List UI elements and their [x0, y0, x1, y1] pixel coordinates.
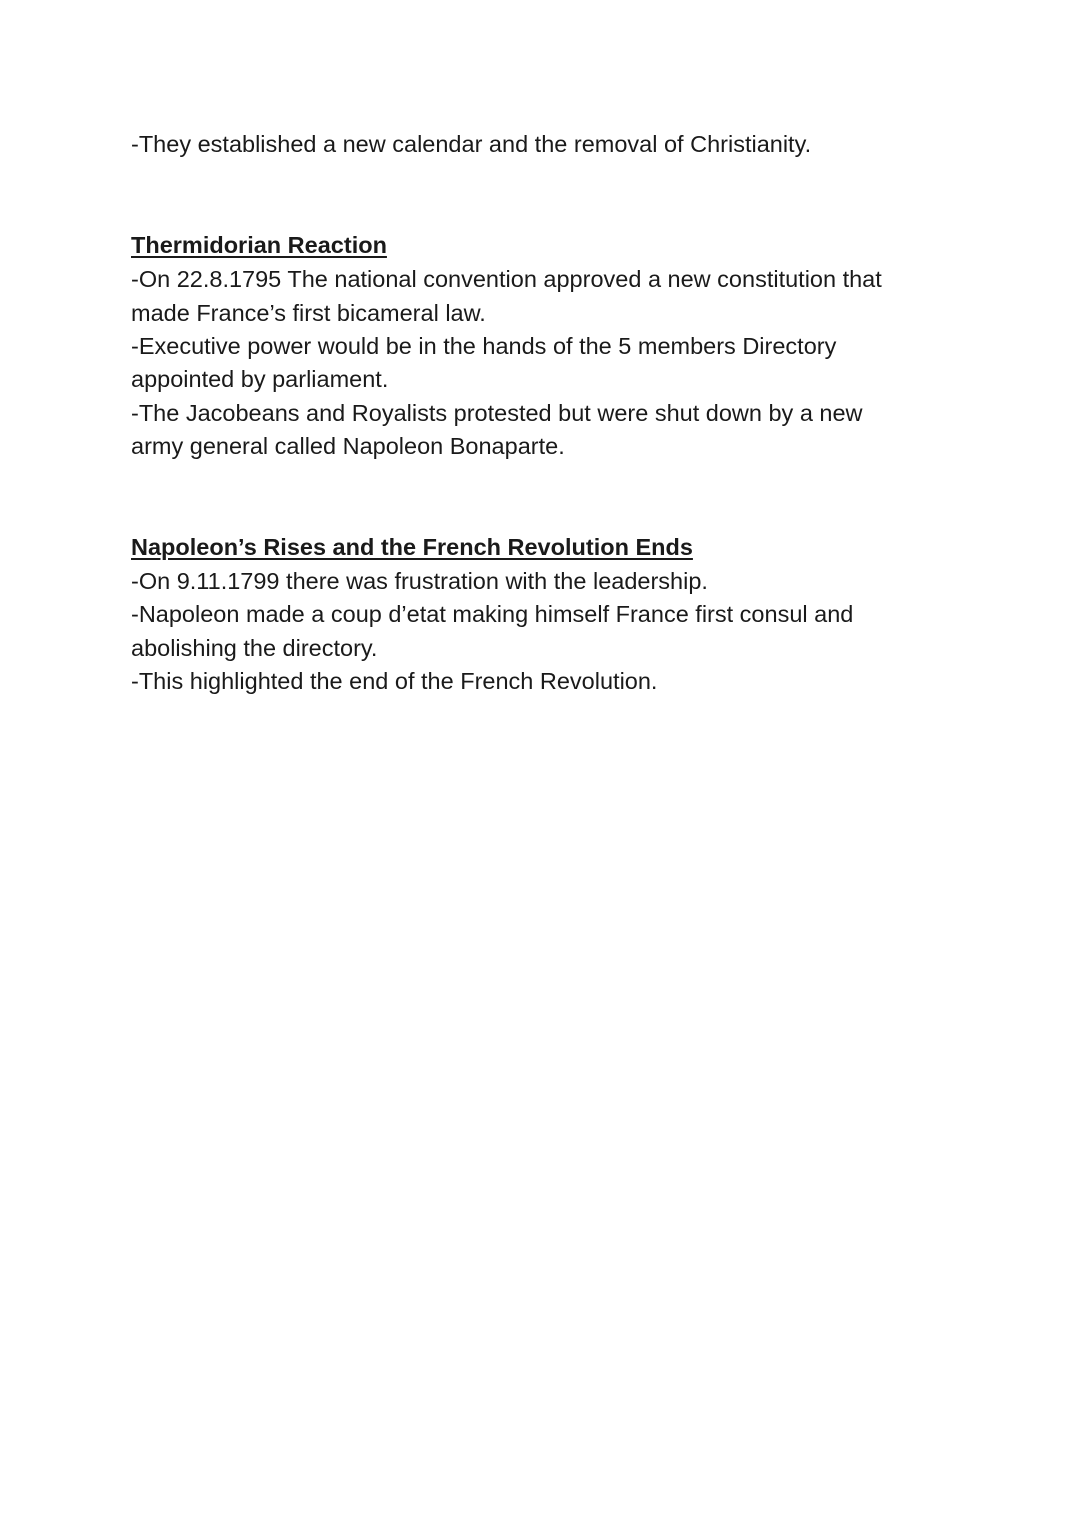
- body-line: army general called Napoleon Bonaparte.: [131, 433, 565, 459]
- body-line: appointed by parliament.: [131, 366, 389, 392]
- body-line: -Napoleon made a coup d’etat making himself France first consul and: [131, 601, 854, 627]
- body-line: -The Jacobeans and Royalists protested but were shut down by a new: [131, 400, 863, 426]
- body-line: -This highlighted the end of the French Revolution.: [131, 668, 658, 694]
- body-line: -On 9.11.1799 there was frustration with the leadership.: [131, 568, 708, 594]
- body-line: made France’s first bicameral law.: [131, 300, 486, 326]
- body-line: -On 22.8.1795 The national convention approved a new constitution that: [131, 266, 882, 292]
- section-heading-napoleon: Napoleon’s Rises and the French Revolution Ends: [131, 534, 693, 560]
- body-line: -Executive power would be in the hands of the 5 members Directory: [131, 333, 837, 359]
- body-line: abolishing the directory.: [131, 635, 378, 661]
- intro-paragraph-line: -They established a new calendar and the removal of Christianity.: [131, 131, 812, 157]
- section-heading-thermidorian: Thermidorian Reaction: [131, 232, 387, 258]
